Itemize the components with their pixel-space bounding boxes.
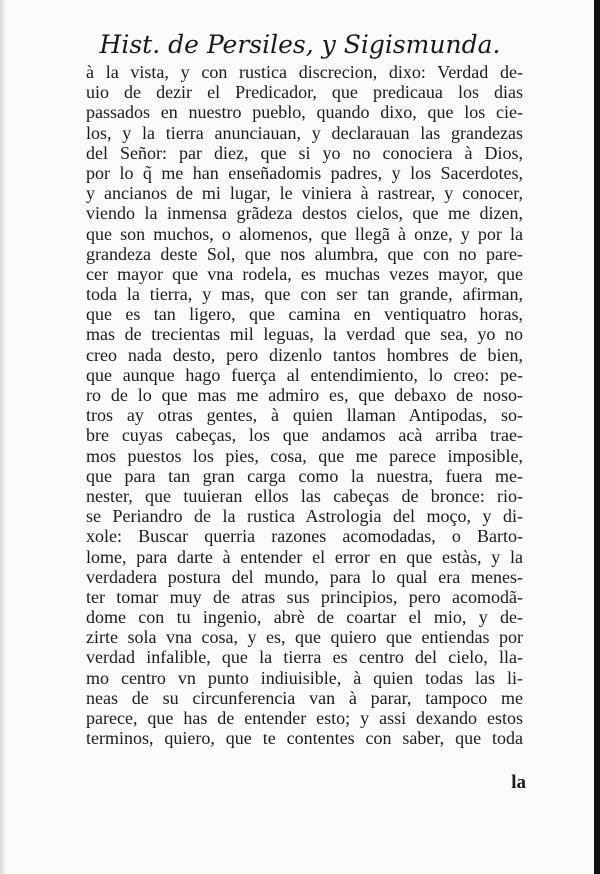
text-line: dome con tu ingenio, abrè de coartar el mio, y de- [86, 607, 523, 628]
text-line: uio de dezir el Predicador, que predicaua los dias [86, 82, 523, 103]
text-line: parece, que has de entender esto; y assi dexando estos [86, 708, 523, 728]
text-line: que para tan gran carga como la nuestra, fuera me- [86, 465, 523, 486]
running-head: Hist. de Persiles, y Sigismunda. [99, 30, 501, 59]
text-line: verdad infalible, que la tierra es centro del cielo, lla- [86, 647, 523, 668]
text-line: lome, para darte à entender el error en que estàs, y la [86, 546, 523, 567]
text-line: bre cuyas cabeças, los que andamos acà arriba trae- [86, 425, 523, 446]
text-line: mo centro vn punto indiuisible, à quien todas las li- [86, 667, 523, 688]
scan-edge-border [594, 0, 600, 874]
text-line: que aunque hago fuerça al entendimiento, lo creo: pe- [86, 364, 523, 385]
text-line: toda la tierra, y mas, que con ser tan grande, afirman, [86, 284, 523, 305]
text-line: del Señor: par diez, que si yo no conociera à Dios, [86, 142, 523, 163]
text-line: ro de lo que mas me admiro es, que debaxo de noso- [86, 385, 523, 405]
text-line: que es tan ligero, que camina en ventiquatro horas, [86, 304, 523, 325]
text-line: xole: Buscar querria razones acomodadas, o Barto- [86, 526, 523, 547]
text-line: à la vista, y con rustica discrecion, dixo: Verdad de- [86, 62, 523, 82]
text-line: los, y la tierra anunciauan, y declarauan las grandezas [86, 122, 523, 143]
text-line: mos puestos los pies, cosa, que me parece imposible, [86, 445, 523, 466]
text-line: verdadera postura del mundo, para lo qual era menes- [86, 566, 523, 587]
text-line: se Periandro de la rustica Astrologia del moço, y di- [86, 506, 523, 527]
text-line: por lo q̃ me han enseñadomis padres, y los Sacerdotes, [86, 162, 523, 183]
body-text [86, 62, 523, 748]
page-gutter-shadow [0, 0, 6, 874]
text-line: ter tomar muy de atras sus principios, pero acomodã- [86, 586, 523, 607]
text-line: que son muchos, o alomenos, que llegã à onze, y por la [86, 223, 523, 244]
text-line: tros ay otras gentes, à quien llaman Antipodas, so- [86, 405, 523, 426]
text-line: passados en nuestro pueblo, quando dixo, que los cie- [86, 102, 523, 123]
text-line: terminos, quiero, que te contentes con saber, que toda [86, 728, 523, 749]
text-line: mas de trecientas mil leguas, la verdad que sea, yo no [86, 324, 523, 345]
text-line: creo nada desto, pero dizenlo tantos hombres de bien, [86, 344, 523, 365]
text-line: neas de su circunferencia van à parar, tampoco me [86, 687, 523, 708]
text-line: cer mayor que vna rodela, es muchas vezes mayor, que [86, 263, 523, 284]
text-line: viendo la inmensa grãdeza destos cielos, que me dizen, [86, 203, 523, 224]
text-line: zirte sola vna cosa, y es, que quiero que entiendas por [86, 627, 523, 648]
text-line: grandeza deste Sol, que nos alumbra, que con no pare- [86, 243, 523, 264]
catchword: la [511, 772, 526, 793]
text-line: nester, que tuuieran ellos las cabeças de bronce: rio- [86, 485, 523, 506]
text-line: y ancianos de mi lugar, le viniera à rastrear, y conocer, [86, 183, 523, 204]
